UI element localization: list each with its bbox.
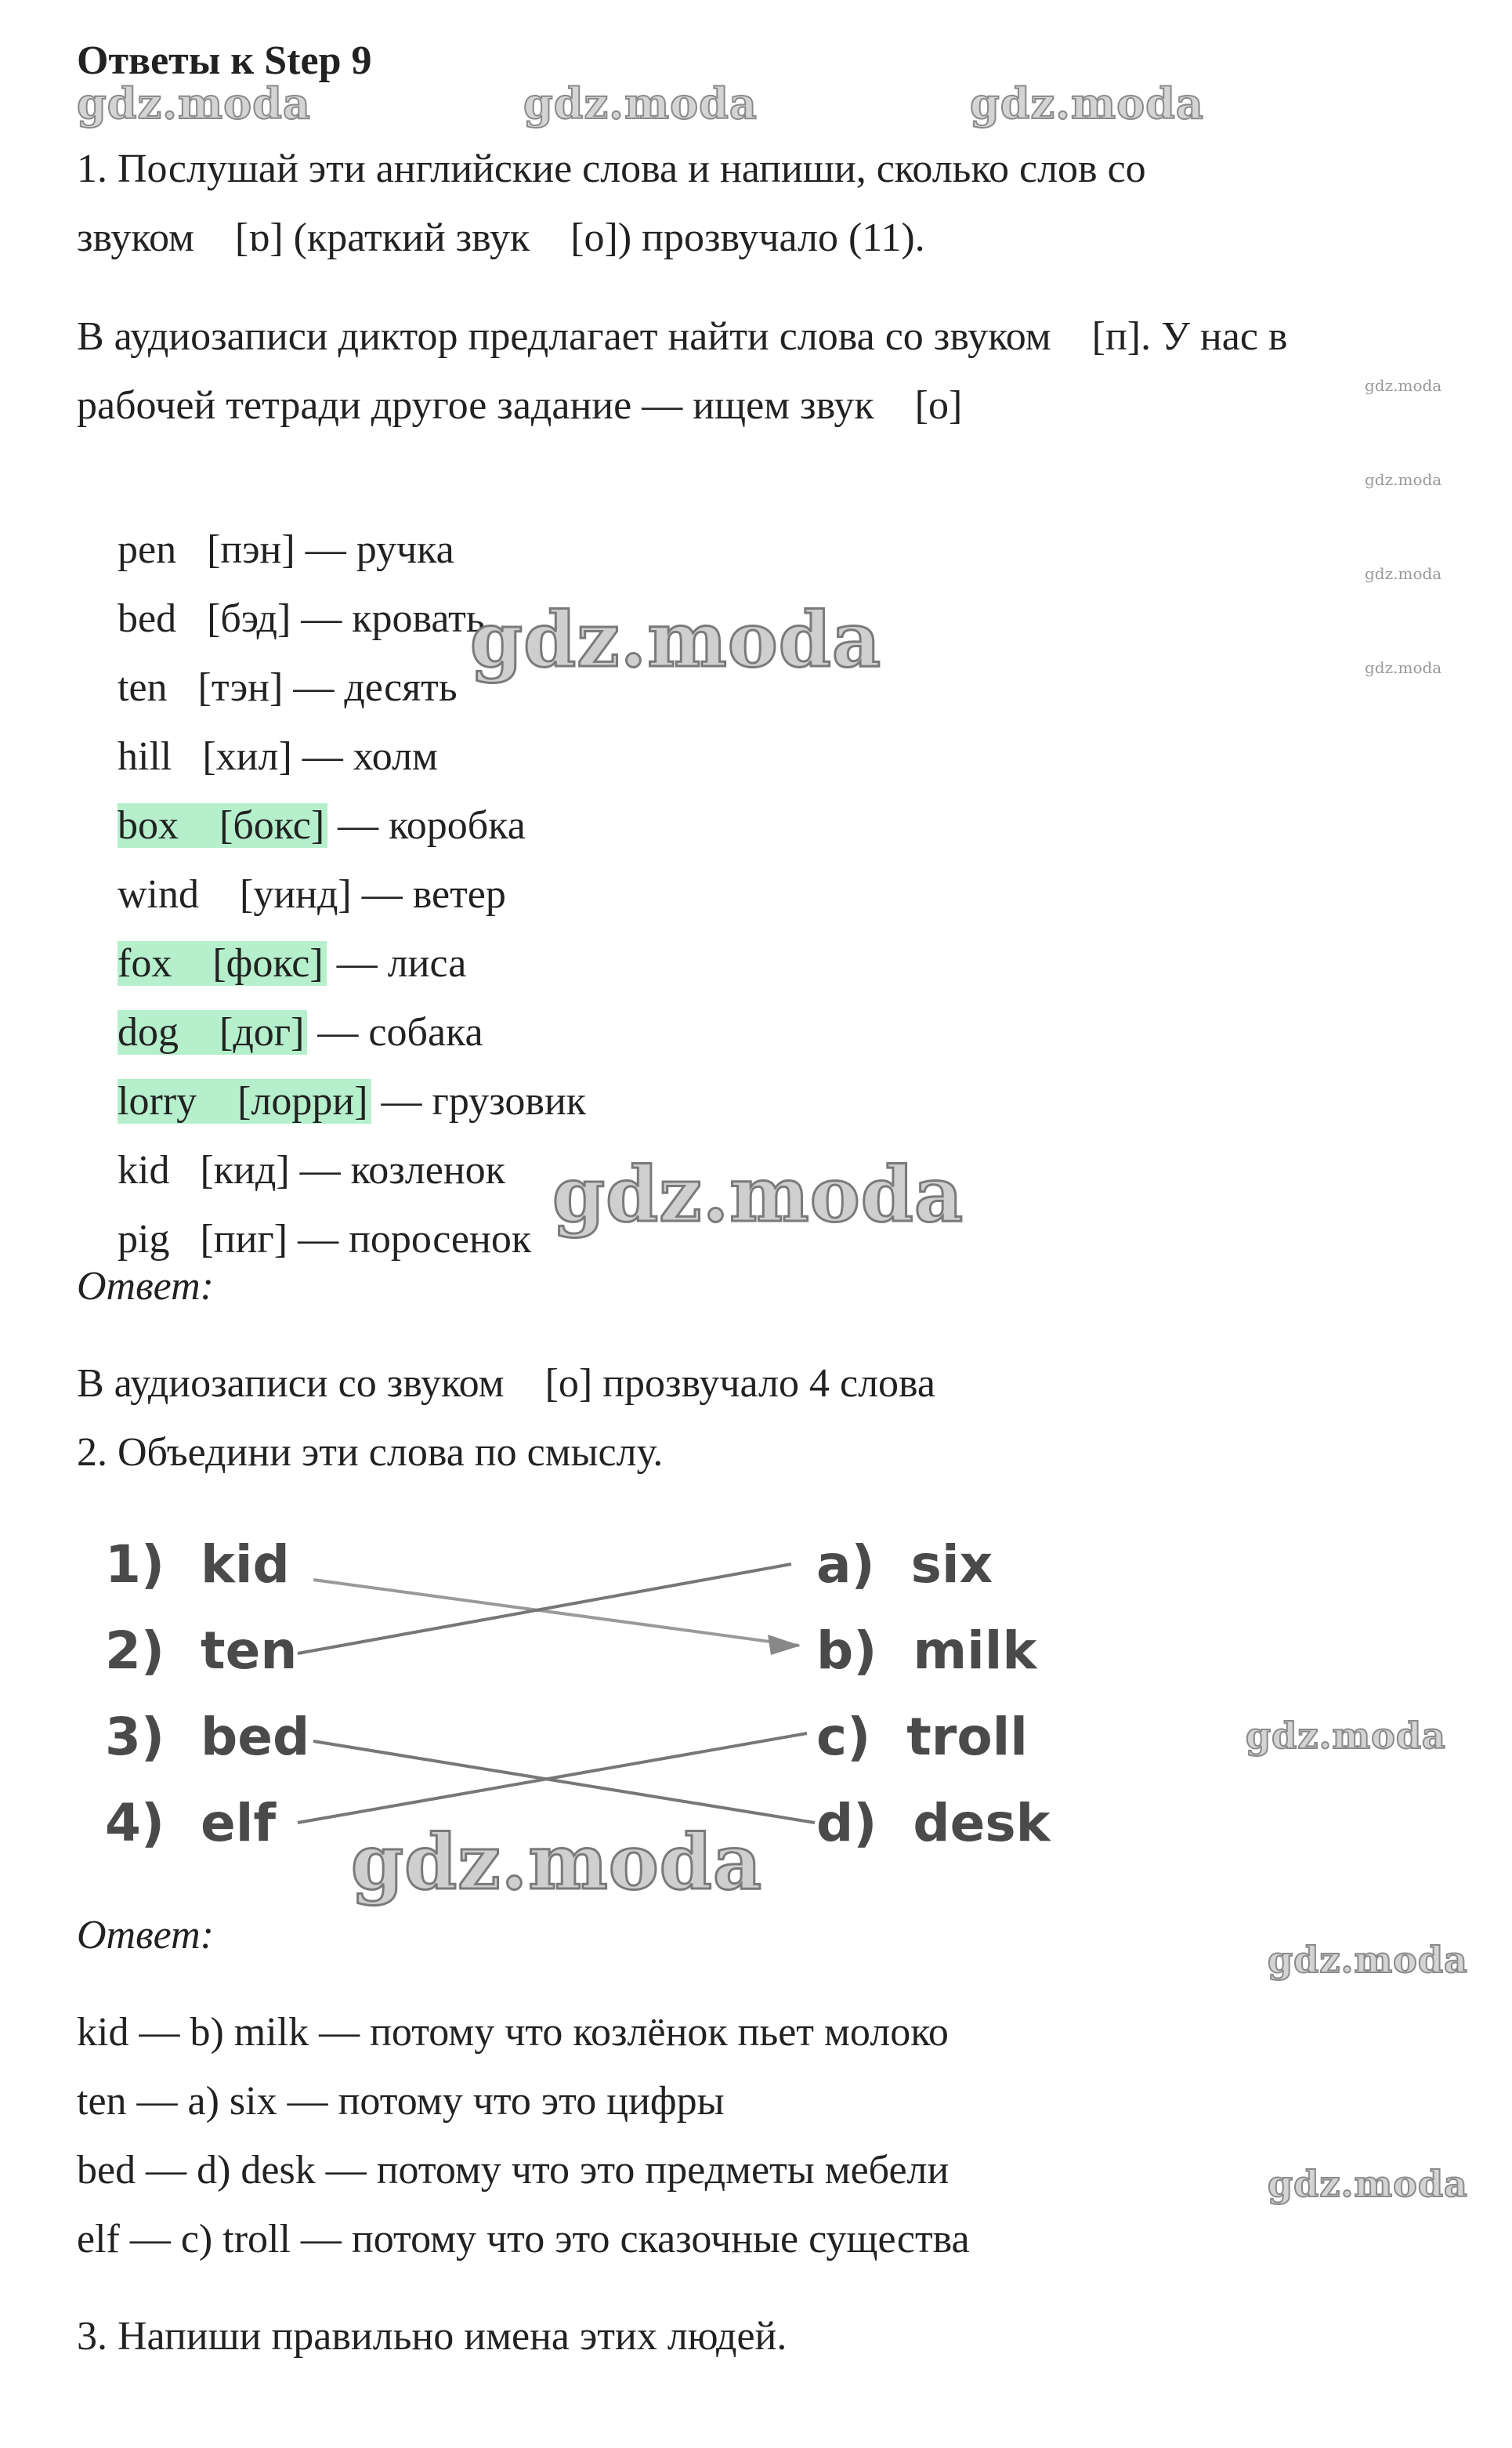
word-en: box [118,803,179,848]
task1-answer: В аудиозаписи со звуком [о] прозвучало 4 слова [77,1361,935,1406]
watermark-small: gdz.moda [1365,470,1442,489]
word-transcription: [кид] [200,1148,290,1193]
task1-para2: рабочей тетради другое задание — ищем звук [о] [77,383,963,428]
word-translation: — лиса [336,941,467,986]
word-en: pig [118,1217,170,1262]
watermark: gdz.moda [1246,1715,1446,1757]
word-transcription: [тэн] [197,665,284,710]
word-transcription: [фокс] [212,941,324,986]
match-right-item: b) milk [816,1621,1037,1681]
word-translation: — кровать [301,596,485,641]
word-en: fox [118,941,172,986]
task1-line2: звуком [ɒ] (краткий звук [о]) прозвучало (11). [77,215,925,260]
word-transcription: [бэд] [207,596,291,641]
word-transcription: [лорри] [237,1079,368,1124]
word-translation: — собака [317,1010,483,1055]
word-transcription: [хил] [202,734,292,779]
word-translation: — грузовик [381,1079,587,1124]
watermark-small: gdz.moda [1365,564,1442,583]
match-left-item: 2) ten [105,1621,298,1681]
task2-heading: 2. Объедини эти слова по смыслу. [77,1430,664,1475]
word-transcription: [пэн] [207,527,295,572]
task1-line1: 1. Послушай эти английские слова и напиши, сколько слов со [77,147,1146,191]
word-en: dog [118,1010,179,1055]
word-translation: — коробка [338,803,526,848]
word-en: lorry [118,1079,197,1124]
match-right-item: a) six [816,1534,993,1595]
match-left-item: 4) elf [105,1793,277,1853]
watermark: gdz.moda [1268,2163,1468,2205]
watermark-large: gdz.moda [552,1150,964,1239]
task1-answer-label: Ответ: [77,1264,214,1309]
match-left-item: 1) kid [105,1534,290,1595]
task2-answer-label: Ответ: [77,1913,214,1957]
word-en: bed [118,596,177,641]
word-translation: — холм [302,734,438,779]
watermark: gdz.moda [523,78,758,129]
word-en: kid [118,1148,170,1193]
match-left-item: 3) bed [105,1707,310,1767]
page-title: Ответы к Step 9 [77,38,372,83]
task3-heading: 3. Напиши правильно имена этих людей. [77,2314,787,2359]
word-en: wind [118,872,199,917]
task2-answer-line: elf — c) troll — потому что это сказочные существа [77,2217,970,2262]
watermark-large: gdz.moda [351,1818,763,1907]
watermark-small: gdz.moda [1365,376,1442,395]
word-translation: — десять [293,665,458,710]
word-transcription: [пиг] [200,1217,288,1262]
word-translation: — ветер [361,872,506,917]
word-translation: — ручка [305,527,454,572]
task2-answer-line: bed — d) desk — потому что это предметы мебели [77,2148,950,2193]
task2-answer-line: kid — b) milk — потому что козлёнок пьет молоко [77,2010,949,2055]
word-transcription: [уинд] [240,872,352,917]
word-en: ten [118,665,168,710]
word-en: pen [118,527,177,572]
arrow-head-icon [768,1635,801,1655]
word-en: hill [118,734,172,779]
watermark-large: gdz.moda [470,596,882,684]
match-right-item: d) desk [816,1793,1051,1853]
watermark: gdz.moda [77,78,311,129]
watermark-small: gdz.moda [1365,658,1442,677]
task1-para1: В аудиозаписи диктор предлагает найти слова со звуком [п]. У нас в [77,314,1288,359]
watermark: gdz.moda [1268,1939,1468,1981]
word-translation: — поросенок [298,1217,532,1262]
match-line [298,1564,791,1653]
watermark: gdz.moda [970,78,1204,129]
word-translation: — козленок [299,1148,505,1193]
word-transcription: [бокс] [219,803,325,848]
match-line [313,1741,815,1823]
task2-answer-line: ten — a) six — потому что это цифры [77,2079,725,2124]
match-right-item: c) troll [816,1707,1028,1767]
word-transcription: [дог] [219,1010,305,1055]
match-line [313,1580,799,1646]
